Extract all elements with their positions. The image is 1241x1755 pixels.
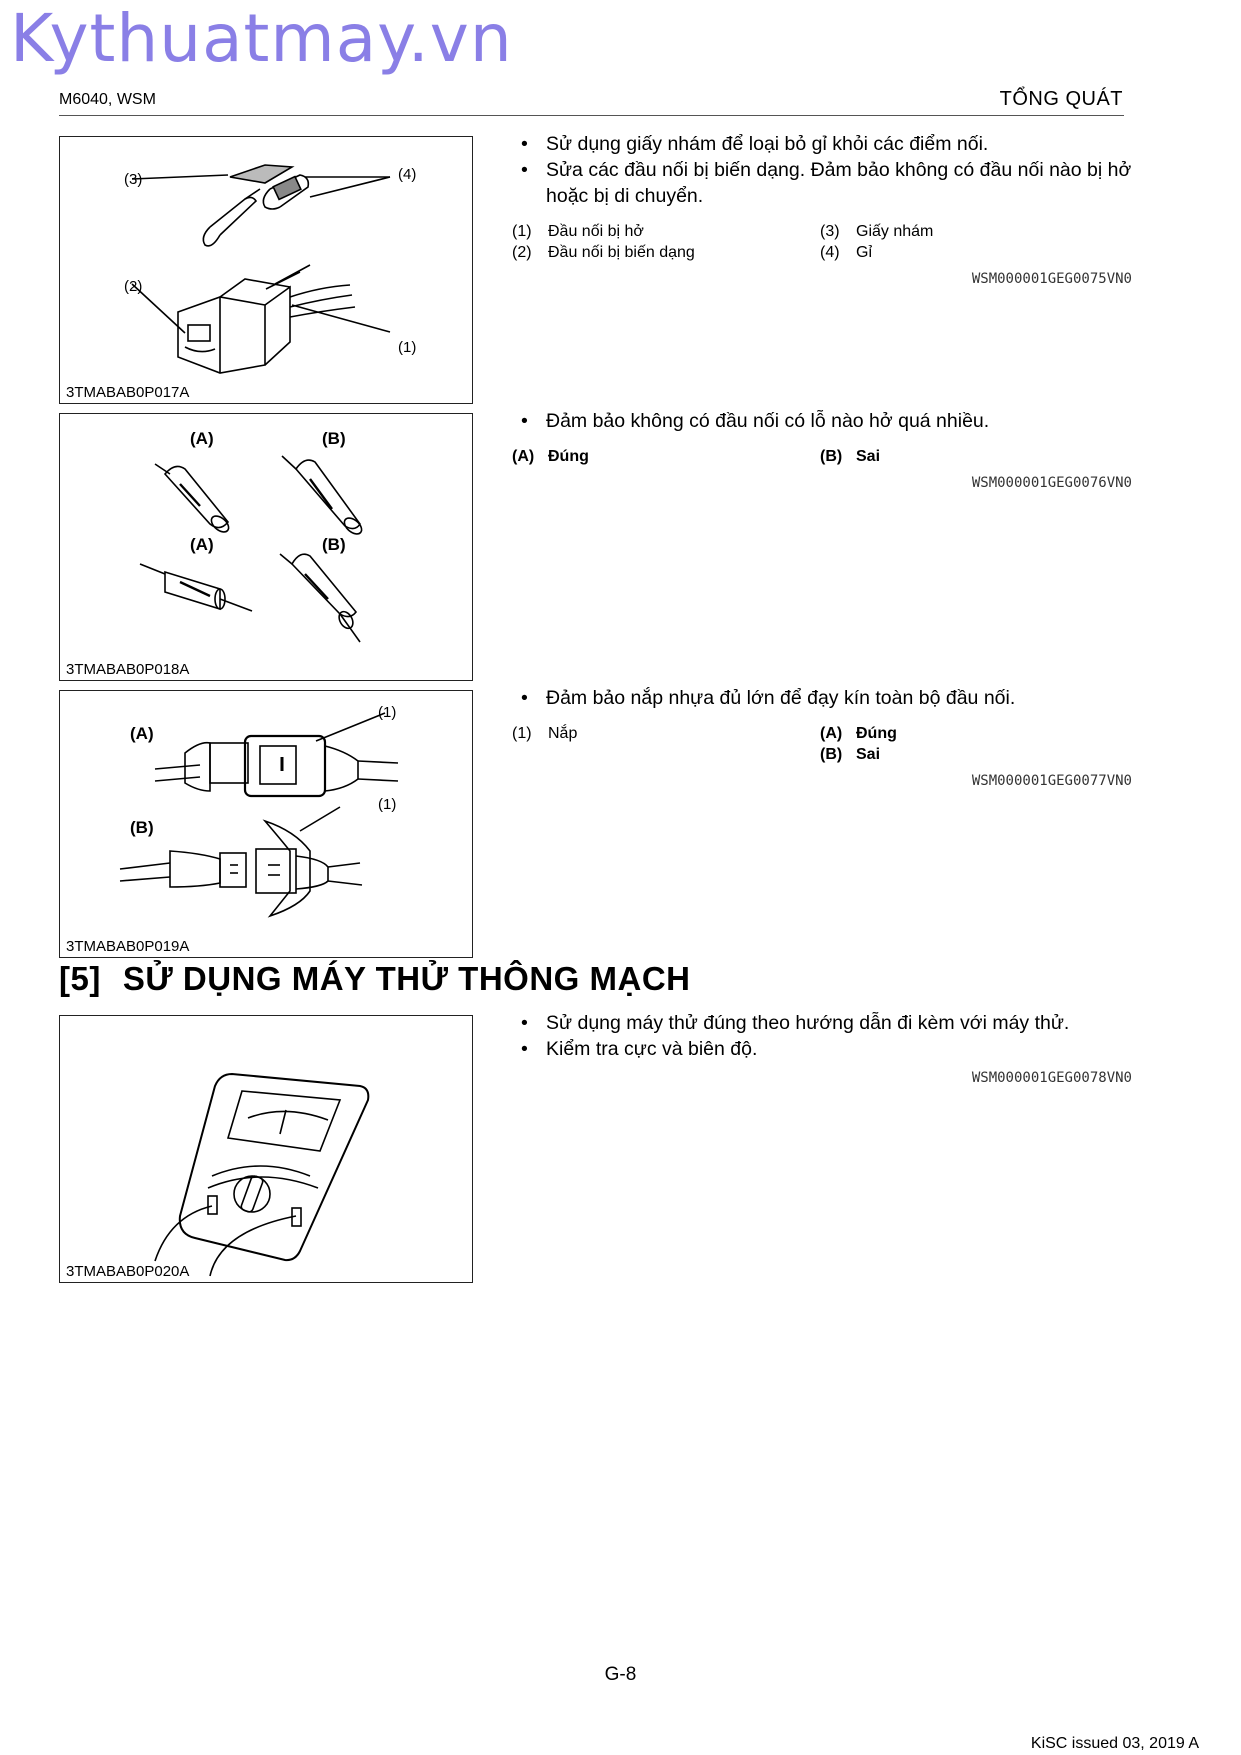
legend-item: (2) Đầu nối bị biến dạng: [512, 244, 695, 261]
legend-item: [512, 744, 820, 765]
callout-3: (3): [124, 171, 143, 188]
terminal-holes-illustration: [60, 414, 474, 682]
legend-item: (B) Sai: [820, 448, 881, 465]
callout-2: (2): [124, 278, 143, 295]
doc-code: WSM000001GEG0076VN0: [971, 475, 1132, 491]
bullet-list: [512, 1010, 1132, 1062]
block-3-text: [512, 685, 1132, 789]
figure-circuit-tester: [59, 1015, 473, 1283]
callout-1: (1): [398, 339, 417, 356]
bullet-list: [512, 685, 1132, 711]
bullet-list: [512, 131, 1132, 209]
legend-item: (A) Đúng: [820, 725, 897, 742]
callout-1: (1): [378, 704, 397, 721]
legend-item: (1) Đầu nối bị hở: [512, 223, 644, 240]
block-4-text: [512, 1010, 1132, 1086]
legend: [512, 723, 1132, 765]
figure-code: 3TMABAB0P019A: [66, 938, 190, 955]
figure-connector-rust: [59, 136, 473, 404]
bullet-item: • Sửa các đầu nối bị biến dạng. Đảm bảo không có đầu nối nào bị hở hoặc bị di chuyển.: [512, 157, 1132, 209]
figure-code: 3TMABAB0P017A: [66, 384, 190, 401]
circuit-tester-illustration: [60, 1016, 474, 1284]
section-title: [59, 960, 690, 998]
bullet-item: • Đảm bảo không có đầu nối có lỗ nào hở quá nhiều.: [512, 408, 1132, 434]
legend-item: (4) Gỉ: [820, 244, 872, 261]
figure-code: 3TMABAB0P018A: [66, 661, 190, 678]
bullet-item: • Kiểm tra cực và biên độ.: [512, 1036, 1132, 1062]
doc-code: WSM000001GEG0077VN0: [971, 773, 1132, 789]
figure-connector-cover: [59, 690, 473, 958]
callout-b: (B): [322, 429, 346, 448]
bullet-item: • Đảm bảo nắp nhựa đủ lớn để đạy kín toàn bộ đầu nối.: [512, 685, 1132, 711]
doc-code: WSM000001GEG0075VN0: [971, 271, 1132, 287]
block-2-text: [512, 408, 1132, 491]
connector-cover-illustration: [60, 691, 474, 959]
section-number: [5]: [59, 960, 101, 997]
callout-1: (1): [378, 796, 397, 813]
header-chapter: TỔNG QUÁT: [999, 88, 1123, 110]
doc-code: WSM000001GEG0078VN0: [971, 1070, 1132, 1086]
callout-b: (B): [130, 818, 154, 837]
connector-rust-illustration: [60, 137, 474, 405]
page-number: G-8: [604, 1664, 637, 1685]
legend-item: (1) Nắp: [512, 725, 578, 742]
header-rule: [59, 115, 1124, 116]
figure-terminal-holes: [59, 413, 473, 681]
callout-a: (A): [190, 429, 214, 448]
figure-code: 3TMABAB0P020A: [66, 1263, 190, 1280]
issue-info: KiSC issued 03, 2019 A: [1030, 1735, 1199, 1752]
watermark: Kythuatmay.vn: [10, 0, 513, 77]
header-model: M6040, WSM: [59, 91, 156, 108]
legend-item: (A) Đúng: [512, 448, 589, 465]
legend-item: (3) Giấy nhám: [820, 223, 934, 240]
legend-item: (B) Sai: [820, 746, 881, 763]
callout-4: (4): [398, 166, 417, 183]
bullet-item: • Sử dụng máy thử đúng theo hướng dẫn đi kèm với máy thử.: [512, 1010, 1132, 1036]
bullet-item: • Sử dụng giấy nhám để loại bỏ gỉ khỏi các điểm nối.: [512, 131, 1132, 157]
bullet-list: [512, 408, 1132, 434]
callout-b: (B): [322, 535, 346, 554]
legend: [512, 221, 1132, 263]
callout-a: (A): [190, 535, 214, 554]
legend: [512, 446, 1132, 467]
section-heading: SỬ DỤNG MÁY THỬ THÔNG MẠCH: [122, 960, 691, 997]
block-1-text: [512, 131, 1132, 287]
callout-a: (A): [130, 724, 154, 743]
